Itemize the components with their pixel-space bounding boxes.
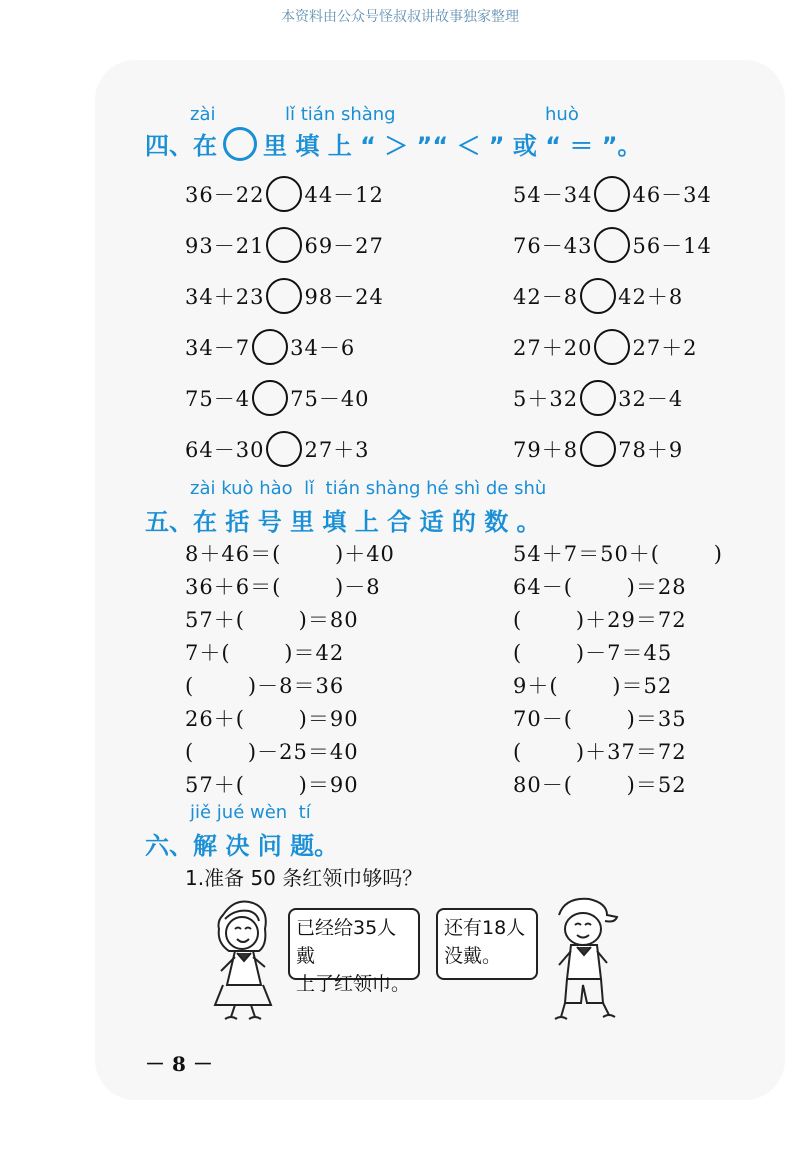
expression-a: 93－21 [185, 234, 265, 258]
expression-a: 34－7 [185, 336, 251, 360]
fill-right-3: ( )＋29＝72 [513, 608, 687, 632]
question-1: 1.准备 50 条红领巾够吗？ [185, 866, 423, 890]
answer-circle[interactable] [594, 176, 630, 212]
section4-title-prefix: 四、在 [145, 132, 217, 160]
comparison-right-6 [513, 431, 683, 467]
boy-illustration [545, 893, 625, 1028]
answer-circle[interactable] [266, 278, 302, 314]
answer-circle[interactable] [266, 431, 302, 467]
answer-circle[interactable] [580, 380, 616, 416]
answer-circle[interactable] [594, 227, 630, 263]
expression-b: 44－12 [304, 183, 384, 207]
expression-a: 75－4 [185, 387, 251, 411]
section5-pinyin: zài kuò hào lǐ tián shàng hé shì de shù [190, 478, 547, 499]
expression-b: 27＋2 [632, 336, 698, 360]
fill-right-4: ( )－7＝45 [513, 641, 673, 665]
bubble-right-line-1: 还有18人 [444, 917, 526, 939]
pinyin-li-tian-shang: lǐ tián shàng [285, 104, 396, 125]
fill-right-8: 80－( )＝52 [513, 773, 687, 797]
answer-circle[interactable] [252, 329, 288, 365]
comparison-right-5 [513, 380, 683, 416]
fill-left-5: ( )－8＝36 [185, 674, 345, 698]
fill-left-6: 26＋( )＝90 [185, 707, 359, 731]
comparison-left-5 [185, 380, 370, 416]
fill-right-2: 64－( )＝28 [513, 575, 687, 599]
speech-bubble-right [436, 908, 538, 980]
comparison-right-1 [513, 176, 712, 212]
girl-illustration [205, 895, 285, 1025]
fill-left-1: 8＋46＝( )＋40 [185, 542, 395, 566]
page-header: 本资料由公众号怪叔叔讲故事独家整理 [281, 9, 519, 25]
expression-a: 54－34 [513, 183, 593, 207]
fill-right-5: 9＋( )＝52 [513, 674, 673, 698]
answer-circle[interactable] [580, 278, 616, 314]
answer-circle[interactable] [252, 380, 288, 416]
expression-b: 32－4 [618, 387, 684, 411]
comparison-right-4 [513, 329, 698, 365]
comparison-right-2 [513, 227, 712, 263]
circle-icon [223, 127, 257, 161]
fill-left-7: ( )－25＝40 [185, 740, 359, 764]
fill-left-2: 36＋6＝( )－8 [185, 575, 381, 599]
expression-b: 75－40 [290, 387, 370, 411]
pinyin-huo: huò [545, 104, 579, 125]
comparison-left-6 [185, 431, 370, 467]
expression-a: 5＋32 [513, 387, 579, 411]
speech-bubble-left [288, 908, 420, 995]
expression-a: 76－43 [513, 234, 593, 258]
answer-circle[interactable] [580, 431, 616, 467]
pinyin-zai: zài [190, 104, 216, 125]
section4-title-suffix: 里 填 上 “ ＞ ”“ ＜ ” 或 “ ＝ ”。 [263, 132, 642, 160]
bubble-right-line-2: 没戴。 [444, 945, 502, 967]
expression-b: 98－24 [304, 285, 384, 309]
expression-b: 56－14 [632, 234, 712, 258]
comparison-right-3 [513, 278, 683, 314]
expression-a: 64－30 [185, 438, 265, 462]
expression-b: 34－6 [290, 336, 356, 360]
section4-title [145, 126, 642, 161]
expression-b: 78＋9 [618, 438, 684, 462]
expression-a: 79＋8 [513, 438, 579, 462]
comparison-left-1 [185, 176, 384, 212]
expression-a: 36－22 [185, 183, 265, 207]
fill-right-6: 70－( )＝35 [513, 707, 687, 731]
expression-a: 42－8 [513, 285, 579, 309]
fill-left-4: 7＋( )＝42 [185, 641, 345, 665]
comparison-left-4 [185, 329, 355, 365]
bubble-left-line-2: 上了红领巾。 [296, 973, 411, 995]
answer-circle[interactable] [266, 227, 302, 263]
expression-b: 42＋8 [618, 285, 684, 309]
fill-right-1: 54＋7＝50＋( ) [513, 542, 723, 566]
expression-b: 69－27 [304, 234, 384, 258]
bubble-left-line-1: 已经给35人戴 [296, 917, 397, 967]
section5-title: 五、在 括 号 里 填 上 合 适 的 数 。 [145, 508, 541, 536]
comparison-left-2 [185, 227, 384, 263]
fill-left-8: 57＋( )＝90 [185, 773, 359, 797]
fill-right-7: ( )＋37＝72 [513, 740, 687, 764]
expression-b: 46－34 [632, 183, 712, 207]
expression-a: 34＋23 [185, 285, 265, 309]
page-number: － 8 － [145, 1052, 213, 1076]
expression-a: 27＋20 [513, 336, 593, 360]
section6-title: 六、解 决 问 题。 [145, 832, 339, 860]
fill-left-3: 57＋( )＝80 [185, 608, 359, 632]
comparison-left-3 [185, 278, 384, 314]
answer-circle[interactable] [594, 329, 630, 365]
section6-pinyin: jiě jué wèn tí [190, 802, 311, 823]
answer-circle[interactable] [266, 176, 302, 212]
expression-b: 27＋3 [304, 438, 370, 462]
